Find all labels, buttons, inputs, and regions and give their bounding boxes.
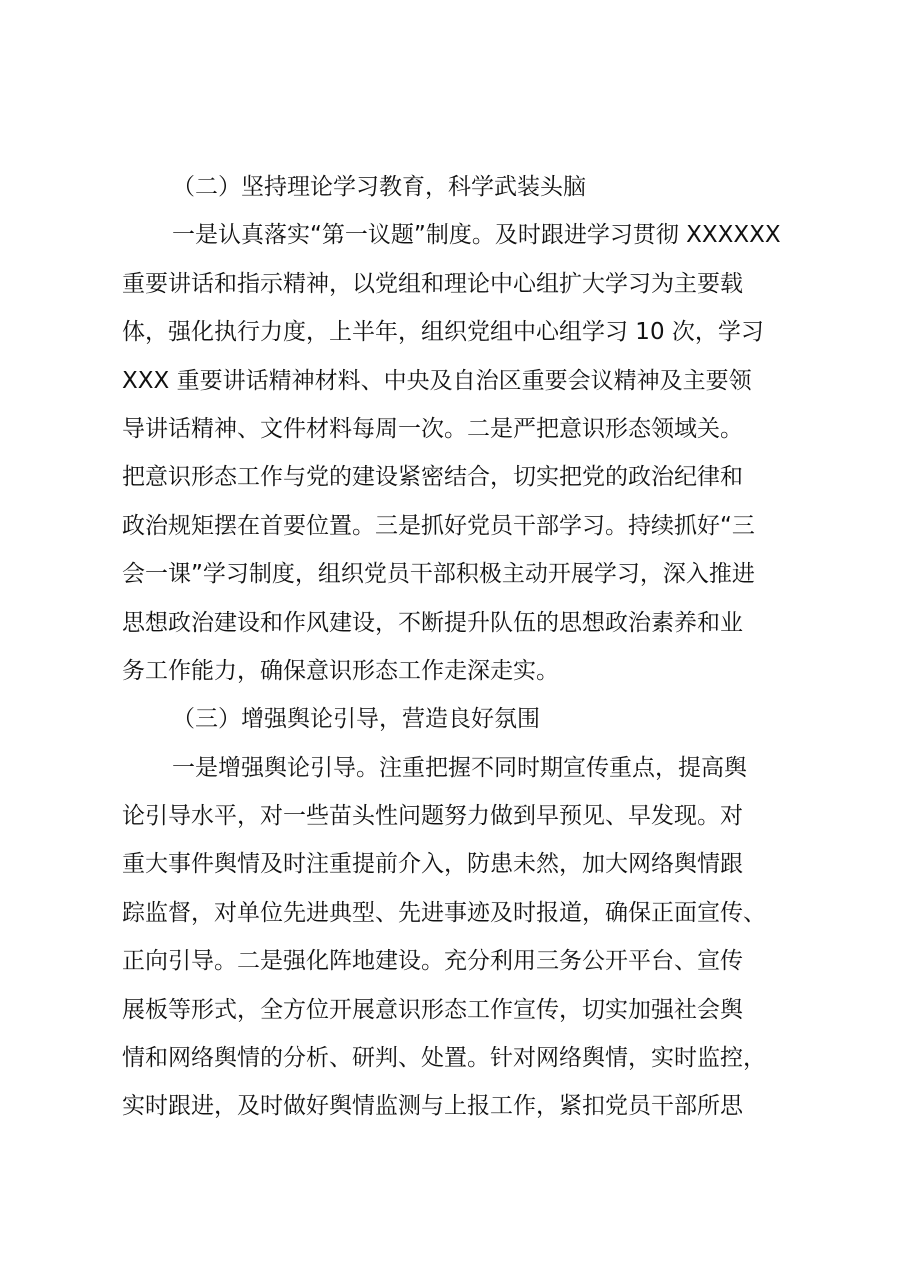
- section-heading: （三）增强舆论引导，营造良好氛围: [172, 706, 540, 733]
- paragraph-line: 一是认真落实“第一议题”制度。及时跟进学习贯彻 XXXXXX: [172, 222, 781, 249]
- paragraph-line: 踪监督，对单位先进典型、先进事迹及时报道，确保正面宣传、: [122, 899, 766, 926]
- paragraph-line: 论引导水平，对一些苗头性问题努力做到早预见、早发现。对: [122, 803, 743, 830]
- paragraph-line: 导讲话精神、文件材料每周一次。二是严把意识形态领域关。: [122, 415, 743, 442]
- paragraph-line: 重大事件舆情及时注重提前介入，防患未然，加大网络舆情跟: [122, 851, 743, 878]
- document-body: [122, 163, 812, 1131]
- paragraph-line: 正向引导。二是强化阵地建设。充分利用三务公开平台、宣传: [122, 948, 743, 975]
- paragraph-line: 实时跟进，及时做好舆情监测与上报工作，紧扣党员干部所思: [122, 1093, 743, 1120]
- paragraph-line: 情和网络舆情的分析、研判、处置。针对网络舆情，实时监控，: [122, 1045, 766, 1072]
- paragraph-line: 重要讲话和指示精神，以党组和理论中心组扩大学习为主要载: [122, 270, 743, 297]
- paragraph-line: 把意识形态工作与党的建设紧密结合，切实把党的政治纪律和: [122, 464, 743, 491]
- paragraph-line: 政治规矩摆在首要位置。三是抓好党员干部学习。持续抓好“三: [122, 512, 755, 539]
- paragraph-line: 展板等形式，全方位开展意识形态工作宣传，切实加强社会舆: [122, 996, 743, 1023]
- paragraph-line: 思想政治建设和作风建设，不断提升队伍的思想政治素养和业: [122, 609, 743, 636]
- paragraph-line: 体，强化执行力度，上半年，组织党组中心组学习 10 次，学习: [122, 319, 764, 346]
- paragraph-line: 一是增强舆论引导。注重把握不同时期宣传重点，提高舆: [172, 754, 747, 781]
- section-heading: （二）坚持理论学习教育，科学武装头脑: [172, 174, 586, 200]
- paragraph-line: XXX 重要讲话精神材料、中央及自治区重要会议精神及主要领: [122, 367, 752, 394]
- paragraph-line: 务工作能力，确保意识形态工作走深走实。: [122, 657, 559, 684]
- paragraph-line: 会一课”学习制度，组织党员干部积极主动开展学习，深入推进: [122, 561, 755, 588]
